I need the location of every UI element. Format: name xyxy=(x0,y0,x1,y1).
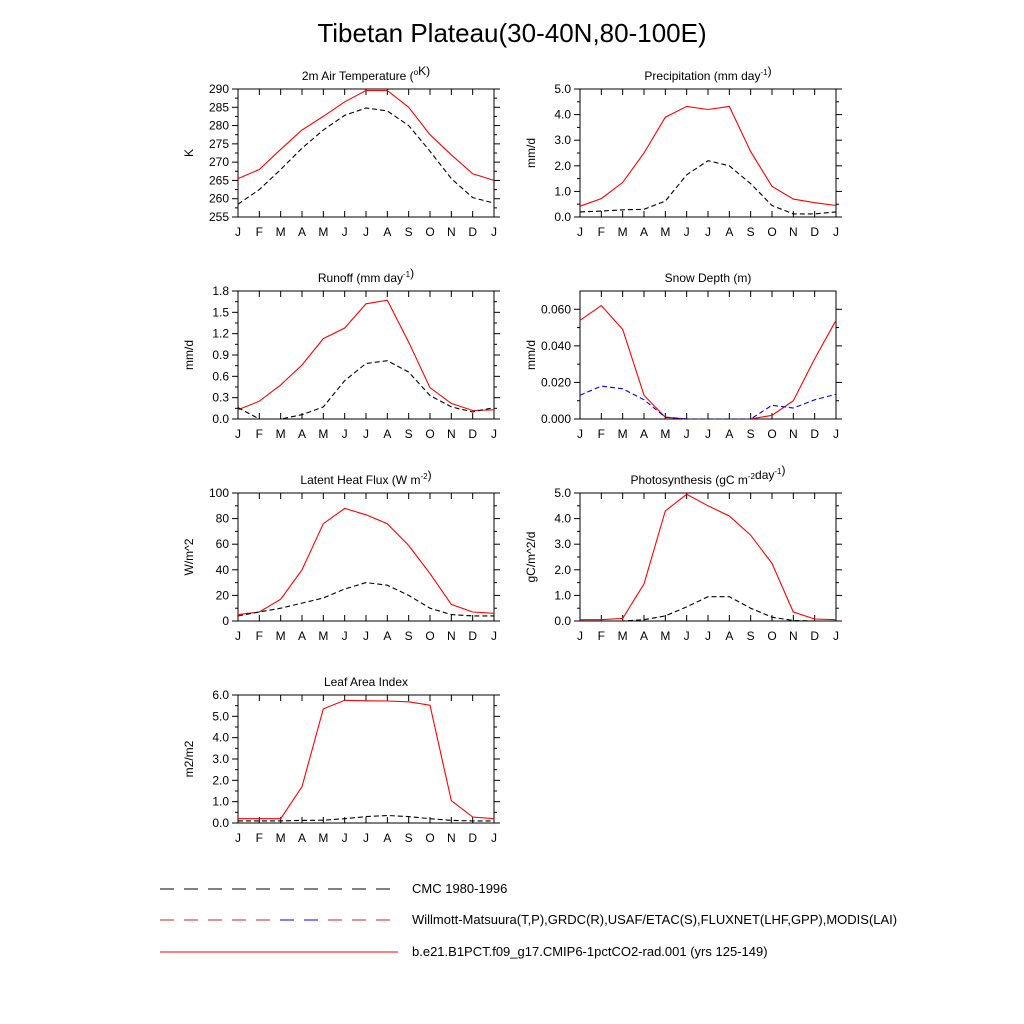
figure-title: Tibetan Plateau(30-40N,80-100E) xyxy=(317,18,707,48)
y-tick-label: 1.0 xyxy=(212,794,229,809)
x-tick-label: J xyxy=(363,427,369,441)
x-tick-label: M xyxy=(318,427,329,441)
y-tick-label: 1.2 xyxy=(212,326,229,341)
panel-title-part: Precipitation (mm day xyxy=(644,69,761,83)
panel-title-part: Leaf Area Index xyxy=(323,675,409,689)
y-tick-label: 0.0 xyxy=(212,412,229,426)
x-tick-label: J xyxy=(705,629,711,643)
panel-title-part: day xyxy=(755,468,775,482)
x-tick-label: S xyxy=(746,427,755,441)
x-tick-label: N xyxy=(788,629,798,643)
x-tick-label: J xyxy=(705,225,711,239)
x-tick-label: D xyxy=(468,225,478,239)
x-tick-label: J xyxy=(491,225,497,239)
legend-label-cmc: CMC 1980-1996 xyxy=(412,881,508,896)
x-tick-label: N xyxy=(446,225,456,239)
x-tick-label: D xyxy=(810,629,820,643)
x-tick-label: A xyxy=(639,629,649,643)
panel-title-part: Runoff (mm day xyxy=(317,271,404,285)
panel-title-part: o xyxy=(413,68,419,77)
x-tick-label: N xyxy=(788,427,798,441)
x-tick-label: M xyxy=(660,225,671,239)
y-tick-label: 3.0 xyxy=(554,537,571,552)
y-axis-label: K xyxy=(182,148,196,158)
y-axis-label: W/m^2 xyxy=(182,538,196,576)
y-tick-label: 290 xyxy=(208,82,229,96)
x-tick-label: M xyxy=(275,427,286,441)
panel-title-part: -1 xyxy=(403,270,411,279)
x-tick-label: J xyxy=(363,629,369,643)
y-tick-label: 2.0 xyxy=(212,773,229,788)
panel-title-part: K) xyxy=(418,64,431,78)
x-tick-label: J xyxy=(235,831,241,845)
y-tick-label: 275 xyxy=(208,136,229,151)
y-tick-label: 4.0 xyxy=(212,730,229,745)
x-tick-label: M xyxy=(660,427,671,441)
y-tick-label: 20 xyxy=(215,588,229,603)
y-tick-label: 80 xyxy=(215,511,229,526)
x-tick-label: F xyxy=(255,427,264,441)
y-tick-label: 285 xyxy=(208,100,229,115)
y-tick-label: 0.9 xyxy=(212,348,229,362)
x-tick-label: J xyxy=(363,831,369,845)
y-tick-label: 2.0 xyxy=(554,562,571,577)
y-tick-label: 2.0 xyxy=(554,158,571,173)
x-tick-label: J xyxy=(491,831,497,845)
x-tick-label: O xyxy=(767,225,777,239)
y-tick-label: 0.0 xyxy=(212,816,229,830)
x-tick-label: J xyxy=(363,225,369,239)
x-tick-label: F xyxy=(597,225,606,239)
x-tick-label: O xyxy=(425,225,435,239)
y-tick-label: 4.0 xyxy=(554,107,571,122)
y-axis-label: m2/m2 xyxy=(182,740,196,778)
y-tick-label: 1.8 xyxy=(212,284,229,298)
y-tick-label: 260 xyxy=(208,191,229,206)
x-tick-label: O xyxy=(425,427,435,441)
y-tick-label: 5.0 xyxy=(554,486,571,500)
panel-title-part: ) xyxy=(767,64,772,78)
y-tick-label: 0.040 xyxy=(540,338,571,353)
x-tick-label: F xyxy=(597,629,606,643)
x-tick-label: N xyxy=(788,225,798,239)
x-tick-label: S xyxy=(404,225,413,239)
x-tick-label: J xyxy=(491,427,497,441)
x-tick-label: M xyxy=(617,225,628,239)
y-tick-label: 0.0 xyxy=(554,614,571,628)
x-tick-label: J xyxy=(705,427,711,441)
y-tick-label: 4.0 xyxy=(554,511,571,526)
panel-title-part: ) xyxy=(410,266,415,280)
x-tick-label: S xyxy=(746,225,755,239)
x-tick-label: S xyxy=(404,831,413,845)
y-tick-label: 0.060 xyxy=(540,302,571,317)
x-tick-label: J xyxy=(683,427,690,441)
x-tick-label: M xyxy=(275,225,286,239)
y-tick-label: 0.020 xyxy=(540,375,571,390)
x-tick-label: A xyxy=(725,629,734,643)
x-tick-label: A xyxy=(639,427,649,441)
y-tick-label: 1.5 xyxy=(212,305,229,320)
y-tick-label: 6.0 xyxy=(212,688,229,702)
x-tick-label: N xyxy=(446,629,456,643)
y-tick-label: 0.000 xyxy=(540,412,571,426)
panel-title-part: -2 xyxy=(420,472,428,481)
x-tick-label: J xyxy=(341,225,348,239)
x-tick-label: J xyxy=(491,629,497,643)
x-tick-label: A xyxy=(725,225,734,239)
x-tick-label: J xyxy=(235,225,241,239)
panel-title-part: 2m Air Temperature ( xyxy=(301,69,414,83)
x-tick-label: D xyxy=(810,427,820,441)
x-tick-label: A xyxy=(383,831,392,845)
x-tick-label: F xyxy=(255,831,264,845)
y-tick-label: 255 xyxy=(208,210,229,224)
x-tick-label: S xyxy=(746,629,755,643)
y-tick-label: 100 xyxy=(208,486,229,500)
x-tick-label: J xyxy=(833,629,839,643)
panel-title-part: Photosynthesis (gC m xyxy=(630,473,748,487)
x-tick-label: A xyxy=(297,831,307,845)
y-tick-label: 265 xyxy=(208,173,229,188)
x-tick-label: D xyxy=(810,225,820,239)
y-tick-label: 1.0 xyxy=(554,184,571,199)
x-tick-label: S xyxy=(404,629,413,643)
y-tick-label: 3.0 xyxy=(554,133,571,148)
y-tick-label: 3.0 xyxy=(212,752,229,766)
x-tick-label: F xyxy=(597,427,606,441)
x-tick-label: A xyxy=(297,225,307,239)
y-tick-label: 5.0 xyxy=(554,82,571,96)
x-tick-label: D xyxy=(468,629,478,643)
x-tick-label: A xyxy=(639,225,649,239)
x-tick-label: J xyxy=(683,225,690,239)
y-tick-label: 1.0 xyxy=(554,588,571,603)
x-tick-label: N xyxy=(446,831,456,845)
y-tick-label: 280 xyxy=(208,118,229,133)
x-tick-label: M xyxy=(660,629,671,643)
x-tick-label: J xyxy=(833,225,839,239)
x-tick-label: J xyxy=(833,427,839,441)
y-tick-label: 0 xyxy=(222,614,229,628)
x-tick-label: M xyxy=(318,831,329,845)
x-tick-label: F xyxy=(255,225,264,239)
x-tick-label: A xyxy=(383,427,392,441)
y-axis-label: mm/d xyxy=(524,138,538,168)
x-tick-label: J xyxy=(341,427,348,441)
panel-title-part: Latent Heat Flux (W m xyxy=(300,473,421,487)
legend-label-obs: Willmott-Matsuura(T,P),GRDC(R),USAF/ETAC(S),FLUXNET(LHF,GPP),MODIS(LAI) xyxy=(412,912,898,927)
x-tick-label: O xyxy=(425,831,435,845)
x-tick-label: M xyxy=(275,629,286,643)
x-tick-label: D xyxy=(468,831,478,845)
y-tick-label: 40 xyxy=(215,562,229,577)
x-tick-label: N xyxy=(446,427,456,441)
x-tick-label: O xyxy=(767,629,777,643)
legend-label-model: b.e21.B1PCT.f09_g17.CMIP6-1pctCO2-rad.001 (yrs 125-149) xyxy=(412,944,768,959)
panel-title-part: -1 xyxy=(774,467,782,476)
x-tick-label: O xyxy=(425,629,435,643)
x-tick-label: J xyxy=(577,225,583,239)
x-tick-label: J xyxy=(577,427,583,441)
x-tick-label: M xyxy=(617,629,628,643)
x-tick-label: M xyxy=(617,427,628,441)
y-tick-label: 0.3 xyxy=(212,390,229,405)
x-tick-label: A xyxy=(383,629,392,643)
x-tick-label: A xyxy=(297,427,307,441)
panel-title-part: -2 xyxy=(747,472,756,481)
y-tick-label: 270 xyxy=(208,155,229,170)
x-tick-label: J xyxy=(683,629,690,643)
y-tick-label: 0.6 xyxy=(212,369,229,384)
x-tick-label: M xyxy=(318,225,329,239)
y-axis-label: gC/m^2/d xyxy=(524,531,538,583)
x-tick-label: A xyxy=(725,427,734,441)
y-tick-label: 0.0 xyxy=(554,210,571,224)
x-tick-label: J xyxy=(235,427,241,441)
y-axis-label: mm/d xyxy=(182,340,196,370)
panel-title-part: ) xyxy=(781,463,786,477)
panel-title-part: -1 xyxy=(760,68,768,77)
x-tick-label: A xyxy=(297,629,307,643)
x-tick-label: D xyxy=(468,427,478,441)
x-tick-label: S xyxy=(404,427,413,441)
y-tick-label: 60 xyxy=(215,537,229,552)
panel-title-part: ) xyxy=(427,468,432,482)
x-tick-label: F xyxy=(255,629,264,643)
panel-title-part: Snow Depth (m) xyxy=(664,271,752,285)
y-axis-label: mm/d xyxy=(524,340,538,370)
x-tick-label: M xyxy=(275,831,286,845)
x-tick-label: O xyxy=(767,427,777,441)
x-tick-label: M xyxy=(318,629,329,643)
x-tick-label: J xyxy=(341,831,348,845)
x-tick-label: J xyxy=(341,629,348,643)
x-tick-label: J xyxy=(235,629,241,643)
x-tick-label: J xyxy=(577,629,583,643)
y-tick-label: 5.0 xyxy=(212,709,229,724)
x-tick-label: A xyxy=(383,225,392,239)
